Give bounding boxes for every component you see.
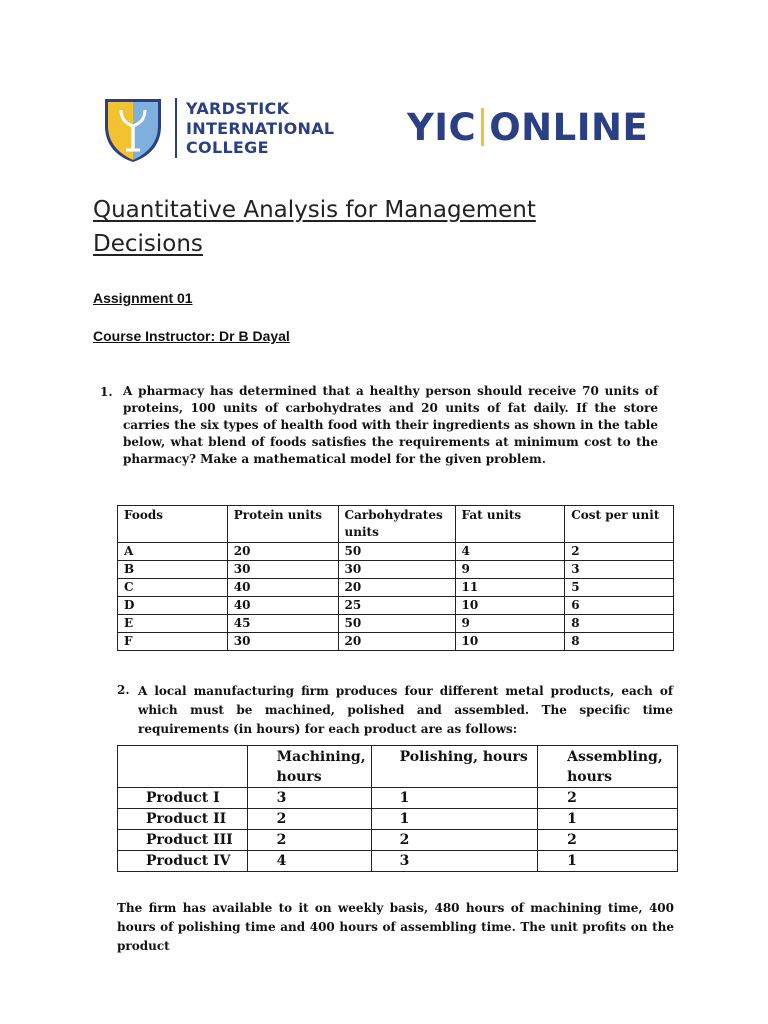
- online-logo-separator: [481, 108, 484, 146]
- table-header-row: [118, 746, 678, 788]
- online-logo-left: YIC: [407, 105, 477, 149]
- table-cell: A: [118, 543, 228, 561]
- college-crest-logo: [104, 96, 162, 162]
- table-cell: 20: [338, 579, 455, 597]
- college-logo-line: COLLEGE: [186, 138, 269, 157]
- food-nutrition-table: [117, 505, 674, 651]
- table-cell: B: [118, 561, 228, 579]
- table-cell: D: [118, 597, 228, 615]
- table-cell: 2: [247, 830, 371, 851]
- college-logo-line: YARDSTICK: [186, 99, 290, 118]
- table-cell: Product III: [118, 830, 248, 851]
- column-header: Assembling, hours: [538, 746, 678, 788]
- table-cell: Product II: [118, 809, 248, 830]
- table-header-row: [118, 506, 674, 543]
- table-row: [118, 597, 674, 615]
- table-row: [118, 561, 674, 579]
- column-header: [118, 746, 248, 788]
- column-header: Cost per unit: [565, 506, 674, 543]
- table-row: [118, 633, 674, 651]
- assignment-label: Assignment 01: [93, 290, 193, 306]
- table-cell: 25: [338, 597, 455, 615]
- college-logo-line: INTERNATIONAL: [186, 118, 335, 138]
- question-number: 2.: [117, 683, 130, 697]
- table-cell: 50: [338, 543, 455, 561]
- column-header: Foods: [118, 506, 228, 543]
- table-cell: Product IV: [118, 851, 248, 872]
- table-cell: 3: [565, 561, 674, 579]
- table-cell: 5: [565, 579, 674, 597]
- table-row: [118, 543, 674, 561]
- table-cell: 20: [227, 543, 338, 561]
- table-cell: 1: [371, 809, 537, 830]
- column-header: Carbohydrates units: [338, 506, 455, 543]
- table-cell: 8: [565, 615, 674, 633]
- yic-online-logo: [407, 104, 648, 150]
- table-cell: 8: [565, 633, 674, 651]
- table-cell: 2: [538, 788, 678, 809]
- table-cell: 3: [371, 851, 537, 872]
- table-cell: 40: [227, 579, 338, 597]
- table-cell: 2: [538, 830, 678, 851]
- table-row: [118, 851, 678, 872]
- table-row: [118, 579, 674, 597]
- product-hours-table: [117, 745, 678, 872]
- table-cell: 9: [455, 561, 565, 579]
- table-row: [118, 615, 674, 633]
- column-header: Machining, hours: [247, 746, 371, 788]
- table-cell: 2: [247, 809, 371, 830]
- column-header: Polishing, hours: [371, 746, 537, 788]
- table-cell: 9: [455, 615, 565, 633]
- question-number: 1.: [100, 385, 113, 399]
- table-cell: 45: [227, 615, 338, 633]
- table-cell: 2: [371, 830, 537, 851]
- logo-divider: [175, 98, 177, 158]
- instructor-label: Course Instructor: Dr B Dayal: [93, 328, 290, 344]
- table-cell: C: [118, 579, 228, 597]
- column-header: Protein units: [227, 506, 338, 543]
- table-row: [118, 830, 678, 851]
- table-cell: 40: [227, 597, 338, 615]
- question-2-text: A local manufacturing firm produces four different metal products, each of which must be machined, polished and assembled. The specific time requirements (in hours) for each product are as follows:: [138, 684, 673, 736]
- table-cell: 11: [455, 579, 565, 597]
- column-header: Fat units: [455, 506, 565, 543]
- table-cell: 50: [338, 615, 455, 633]
- table-cell: F: [118, 633, 228, 651]
- online-logo-right: ONLINE: [489, 105, 649, 149]
- table-cell: 10: [455, 633, 565, 651]
- table-cell: 4: [455, 543, 565, 561]
- table-cell: 30: [227, 561, 338, 579]
- closing-paragraph: The firm has available to it on weekly basis, 480 hours of machining time, 400 hours of polishing time and 400 hours of assembling time. The unit profits on the product: [117, 901, 674, 953]
- table-cell: E: [118, 615, 228, 633]
- question-1-text: A pharmacy has determined that a healthy person should receive 70 units of proteins, 100 units of carbohydrates and 20 units of fat daily. If the store carries the six types of health food with their ingredients as shown in the table below, what blend of foods satisfies the requirements at minimum cost to the pharmacy? Make a mathematical model for the given problem.: [123, 384, 658, 466]
- table-row: [118, 809, 678, 830]
- table-cell: 6: [565, 597, 674, 615]
- table-cell: 10: [455, 597, 565, 615]
- table-cell: 20: [338, 633, 455, 651]
- table-row: [118, 788, 678, 809]
- table-cell: 3: [247, 788, 371, 809]
- table-cell: 30: [338, 561, 455, 579]
- table-cell: 2: [565, 543, 674, 561]
- table-cell: 1: [371, 788, 537, 809]
- table-cell: 4: [247, 851, 371, 872]
- table-cell: 30: [227, 633, 338, 651]
- table-cell: 1: [538, 809, 678, 830]
- table-cell: 1: [538, 851, 678, 872]
- document-title: Quantitative Analysis for Management Decisions: [93, 197, 536, 257]
- table-cell: Product I: [118, 788, 248, 809]
- college-name-logo: [186, 99, 334, 158]
